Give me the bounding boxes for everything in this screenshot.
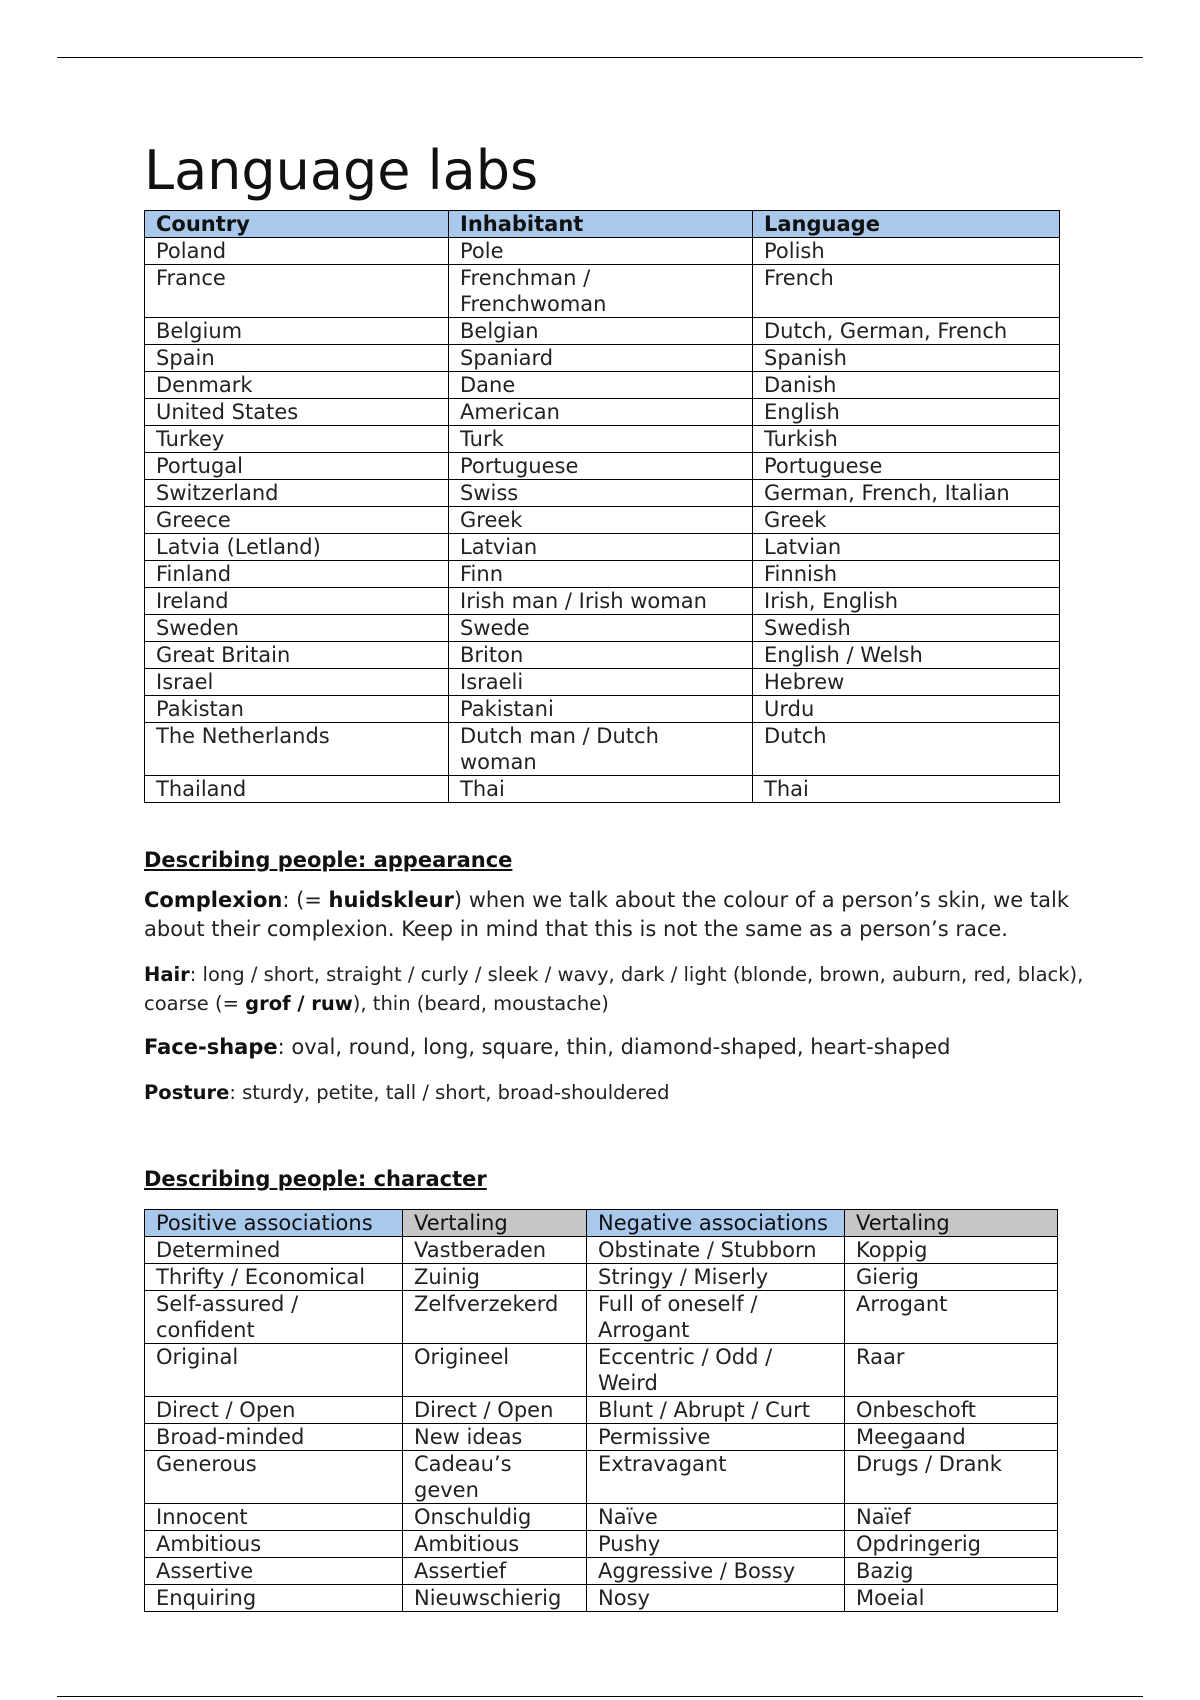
table-cell: Ambitious (403, 1531, 587, 1558)
table-cell: Raar (845, 1344, 1058, 1397)
table-cell: Latvia (Letland) (145, 534, 449, 561)
table-row (145, 776, 1060, 803)
table-row (145, 588, 1060, 615)
table-cell: Spain (145, 345, 449, 372)
table-row (145, 1451, 1058, 1504)
face-shape-paragraph (144, 1033, 1084, 1062)
posture-paragraph (144, 1078, 1084, 1107)
top-rule (57, 57, 1143, 58)
table-cell: Onbeschoft (845, 1397, 1058, 1424)
table-cell: Thai (753, 776, 1060, 803)
header-language: Language (753, 211, 1060, 238)
table-cell: New ideas (403, 1424, 587, 1451)
table-cell: Hebrew (753, 669, 1060, 696)
table-cell: Spaniard (449, 345, 753, 372)
complexion-text: ) when we talk about the colour of a person’s skin, we talk about their complexion. Keep in mind that this is not the same as a person’s race. (144, 888, 1069, 941)
table-cell: Pakistan (145, 696, 449, 723)
table-cell: Self-assured / confident (145, 1291, 403, 1344)
table-cell: Full of oneself / Arrogant (587, 1291, 845, 1344)
table-cell: Pole (449, 238, 753, 265)
table-cell: Obstinate / Stubborn (587, 1237, 845, 1264)
table-cell: Thrifty / Economical (145, 1264, 403, 1291)
table-cell: Naïve (587, 1504, 845, 1531)
hair-label: Hair (144, 963, 190, 986)
table-cell: Zuinig (403, 1264, 587, 1291)
table-cell: Meegaand (845, 1424, 1058, 1451)
table-cell: United States (145, 399, 449, 426)
table-row (145, 1291, 1058, 1344)
table-cell: Turk (449, 426, 753, 453)
countries-header-row (145, 211, 1060, 238)
complexion-label: Complexion (144, 888, 283, 912)
table-cell: Finnish (753, 561, 1060, 588)
table-row (145, 723, 1060, 776)
table-cell: Zelfverzekerd (403, 1291, 587, 1344)
table-cell: American (449, 399, 753, 426)
table-cell: Pushy (587, 1531, 845, 1558)
table-cell: Nosy (587, 1585, 845, 1612)
table-row (145, 453, 1060, 480)
table-cell: English (753, 399, 1060, 426)
character-header-row (145, 1210, 1058, 1237)
table-cell: Koppig (845, 1237, 1058, 1264)
table-cell: Finland (145, 561, 449, 588)
table-cell: Belgium (145, 318, 449, 345)
table-cell: Pakistani (449, 696, 753, 723)
table-cell: Finn (449, 561, 753, 588)
table-row (145, 1531, 1058, 1558)
table-cell: Greece (145, 507, 449, 534)
posture-text: : sturdy, petite, tall / short, broad-shouldered (229, 1081, 670, 1104)
table-row (145, 642, 1060, 669)
table-cell: Portuguese (449, 453, 753, 480)
table-row (145, 1264, 1058, 1291)
table-cell: Portugal (145, 453, 449, 480)
table-cell: Cadeau’s geven (403, 1451, 587, 1504)
table-row (145, 1424, 1058, 1451)
table-cell: English / Welsh (753, 642, 1060, 669)
table-cell: Swedish (753, 615, 1060, 642)
table-cell: Portuguese (753, 453, 1060, 480)
table-cell: Irish, English (753, 588, 1060, 615)
table-cell: Extravagant (587, 1451, 845, 1504)
countries-table (144, 210, 1060, 803)
table-cell: Denmark (145, 372, 449, 399)
table-cell: Latvian (753, 534, 1060, 561)
table-cell: Moeial (845, 1585, 1058, 1612)
table-row (145, 345, 1060, 372)
table-cell: Vastberaden (403, 1237, 587, 1264)
table-cell: Swiss (449, 480, 753, 507)
table-cell: Dane (449, 372, 753, 399)
table-row (145, 238, 1060, 265)
table-cell: Spanish (753, 345, 1060, 372)
table-cell: Ambitious (145, 1531, 403, 1558)
table-cell: Latvian (449, 534, 753, 561)
table-cell: Israel (145, 669, 449, 696)
hair-text: : long / short, straight / curly / sleek / wavy, dark / light (blonde, brown, auburn, red, black), coarse (= (144, 963, 1084, 1015)
header-country: Country (145, 211, 449, 238)
table-cell: Permissive (587, 1424, 845, 1451)
character-table (144, 1209, 1058, 1612)
table-cell: Direct / Open (145, 1397, 403, 1424)
table-cell: Generous (145, 1451, 403, 1504)
table-cell: Broad-minded (145, 1424, 403, 1451)
complexion-pre: : (= (282, 888, 329, 912)
hair-text-end: ), thin (beard, moustache) (352, 992, 609, 1015)
table-row (145, 265, 1060, 318)
table-cell: Dutch man / Dutch woman (449, 723, 753, 776)
table-cell: Turkish (753, 426, 1060, 453)
table-cell: Dutch, German, French (753, 318, 1060, 345)
table-cell: Sweden (145, 615, 449, 642)
character-table-body (145, 1237, 1058, 1612)
table-cell: Innocent (145, 1504, 403, 1531)
table-cell: Danish (753, 372, 1060, 399)
table-cell: Urdu (753, 696, 1060, 723)
table-cell: Onschuldig (403, 1504, 587, 1531)
table-row (145, 399, 1060, 426)
table-cell: Gierig (845, 1264, 1058, 1291)
table-cell: Drugs / Drank (845, 1451, 1058, 1504)
table-row (145, 1237, 1058, 1264)
table-cell: Opdringerig (845, 1531, 1058, 1558)
table-cell: Frenchman / Frenchwoman (449, 265, 753, 318)
table-cell: Direct / Open (403, 1397, 587, 1424)
hair-paragraph (144, 960, 1084, 1018)
table-row (145, 1558, 1058, 1585)
table-cell: Thailand (145, 776, 449, 803)
table-cell: Great Britain (145, 642, 449, 669)
table-cell: Blunt / Abrupt / Curt (587, 1397, 845, 1424)
appearance-heading: Describing people: appearance (144, 848, 513, 872)
table-cell: Swede (449, 615, 753, 642)
table-cell: Arrogant (845, 1291, 1058, 1344)
table-cell: Switzerland (145, 480, 449, 507)
table-cell: Greek (449, 507, 753, 534)
posture-label: Posture (144, 1081, 230, 1104)
character-heading: Describing people: character (144, 1167, 487, 1191)
complexion-bold: huidskleur (328, 888, 454, 912)
table-cell: The Netherlands (145, 723, 449, 776)
header-translation-positive: Vertaling (403, 1210, 587, 1237)
table-cell: Bazig (845, 1558, 1058, 1585)
table-cell: France (145, 265, 449, 318)
table-row (145, 1344, 1058, 1397)
table-cell: Enquiring (145, 1585, 403, 1612)
header-translation-negative: Vertaling (845, 1210, 1058, 1237)
header-inhabitant: Inhabitant (449, 211, 753, 238)
table-row (145, 1397, 1058, 1424)
table-row (145, 426, 1060, 453)
table-cell: Nieuwschierig (403, 1585, 587, 1612)
table-cell: Belgian (449, 318, 753, 345)
table-cell: Naïef (845, 1504, 1058, 1531)
table-cell: Dutch (753, 723, 1060, 776)
table-row (145, 696, 1060, 723)
bottom-rule (57, 1696, 1143, 1697)
face-shape-label: Face-shape (144, 1035, 278, 1059)
table-cell: Poland (145, 238, 449, 265)
table-cell: Greek (753, 507, 1060, 534)
document-body (144, 138, 1084, 1612)
table-row (145, 534, 1060, 561)
table-row (145, 1585, 1058, 1612)
table-row (145, 318, 1060, 345)
table-cell: German, French, Italian (753, 480, 1060, 507)
header-negative: Negative associations (587, 1210, 845, 1237)
table-cell: Turkey (145, 426, 449, 453)
countries-table-body (145, 238, 1060, 803)
page-title: Language labs (144, 139, 539, 202)
table-row (145, 507, 1060, 534)
table-cell: Stringy / Miserly (587, 1264, 845, 1291)
table-row (145, 669, 1060, 696)
table-cell: French (753, 265, 1060, 318)
table-cell: Briton (449, 642, 753, 669)
table-cell: Assertive (145, 1558, 403, 1585)
table-row (145, 372, 1060, 399)
table-row (145, 1504, 1058, 1531)
table-row (145, 480, 1060, 507)
complexion-paragraph (144, 886, 1084, 944)
table-cell: Polish (753, 238, 1060, 265)
table-cell: Aggressive / Bossy (587, 1558, 845, 1585)
table-cell: Eccentric / Odd / Weird (587, 1344, 845, 1397)
table-cell: Determined (145, 1237, 403, 1264)
face-shape-text: : oval, round, long, square, thin, diamond-shaped, heart-shaped (277, 1035, 951, 1059)
table-cell: Thai (449, 776, 753, 803)
table-cell: Israeli (449, 669, 753, 696)
table-cell: Ireland (145, 588, 449, 615)
hair-bold: grof / ruw (245, 992, 353, 1015)
header-positive: Positive associations (145, 1210, 403, 1237)
table-row (145, 615, 1060, 642)
table-cell: Irish man / Irish woman (449, 588, 753, 615)
table-cell: Original (145, 1344, 403, 1397)
table-cell: Assertief (403, 1558, 587, 1585)
table-row (145, 561, 1060, 588)
table-cell: Origineel (403, 1344, 587, 1397)
